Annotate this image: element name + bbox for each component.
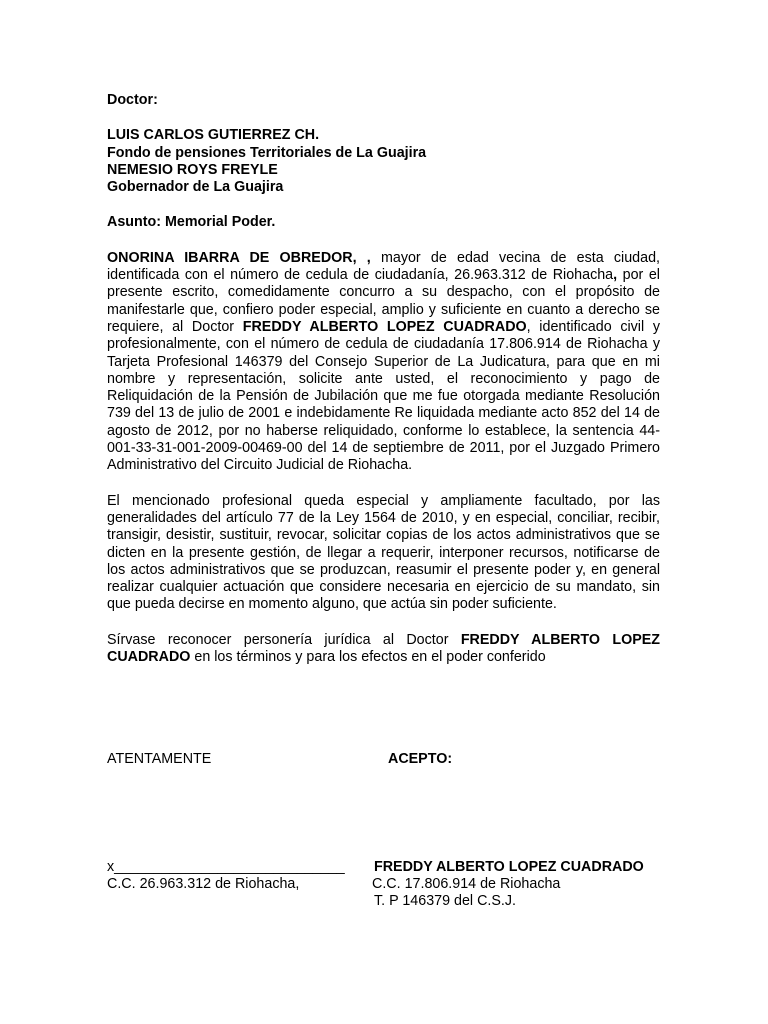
grantor-id: C.C. 26.963.312 de Riohacha, [107, 876, 300, 892]
paragraph-text: , [613, 267, 618, 284]
paragraph-faculties: El mencionado profesional queda especial y ampliamente facultado, por las generalidades del artículo 77 de la Ley 1564 de 2010, y en especial, conciliar, recibir, transigir, desistir, sustituir, revocar, solicitar copias de los actos administrativos que se dicten en la presente gestión, de llegar a requerir, interponer recursos, notificarse de los actos administrativos que se produzcan, reasumir el presente poder y, en general realizar cualquier actuación que considere necesaria en ejercicio de su mandato, sin que pueda decirse en momento alguno, que actúa sin poder suficiente. [107, 492, 660, 613]
paragraph-recognition [107, 632, 660, 667]
signature-block [107, 859, 667, 910]
letter-body [107, 92, 660, 666]
paragraph-text: , identificado civil y profesionalmente, con el número de cedula de ciudadanía 17.806.914 de Riohacha y Tarjeta Profesional 146379 del Consejo Superior de La Judicatura, para que en mi nombre y representación, solicite ante usted, el reconocimiento y pago de Reliquidación de la Pensión de Jubilación que me fue otorgada mediante Resolución 739 del 13 de julio de 2001 e indebidamente Re liquidada mediante acto 852 del 14 de agosto de 2012, por no haberse reliquidado, conforme lo establece, la sentencia 44-001-33-31-001-2009-00469-00 del 14 de septiembre de 2011, por el Juzgado Primero Administrativo del Circuito Judicial de Riohacha. [107, 318, 660, 474]
recipient-line: NEMESIO ROYS FREYLE [107, 161, 278, 178]
attorney-name: FREDDY ALBERTO LOPEZ CUADRADO [107, 631, 660, 666]
closing-left-label: ATENTAMENTE [107, 751, 212, 767]
recipient-line: Fondo de pensiones Territoriales de La Guajira [107, 144, 427, 161]
closing-right-label: ACEPTO: [388, 751, 453, 767]
attorney-name: FREDDY ALBERTO LOPEZ CUADRADO [242, 318, 527, 335]
acceptor-name: FREDDY ALBERTO LOPEZ CUADRADO [374, 859, 644, 875]
signature-line: x_____________________________ [107, 859, 345, 875]
salutation: Doctor: [107, 92, 158, 108]
acceptor-tp: T. P 146379 del C.S.J. [374, 893, 516, 909]
grantor-name: ONORINA IBARRA DE OBREDOR, , [107, 249, 371, 266]
paragraph-text: por el presente escrito, comedidamente concurro a su despacho, con el propósito de manifestarle que, confiero poder especial, amplio y suficiente en cuanto a derecho se requiere, al Doctor [107, 267, 660, 335]
paragraph-text: en los términos y para los efectos en el poder conferido [190, 649, 546, 666]
acceptor-id: C.C. 17.806.914 de Riohacha [372, 876, 561, 892]
paragraph-grant-of-power [107, 250, 660, 475]
paragraph-text: Sírvase reconocer personería jurídica al Doctor [107, 631, 461, 648]
subject-line: Asunto: Memorial Poder. [107, 214, 276, 231]
recipient-line: LUIS CARLOS GUTIERREZ CH. [107, 127, 320, 144]
recipient-line: Gobernador de La Guajira [107, 179, 284, 196]
paragraph-text: mayor de edad vecina de esta ciudad, identificada con el número de cedula de ciudadanía, 26.963.312 de Riohacha [107, 249, 660, 284]
